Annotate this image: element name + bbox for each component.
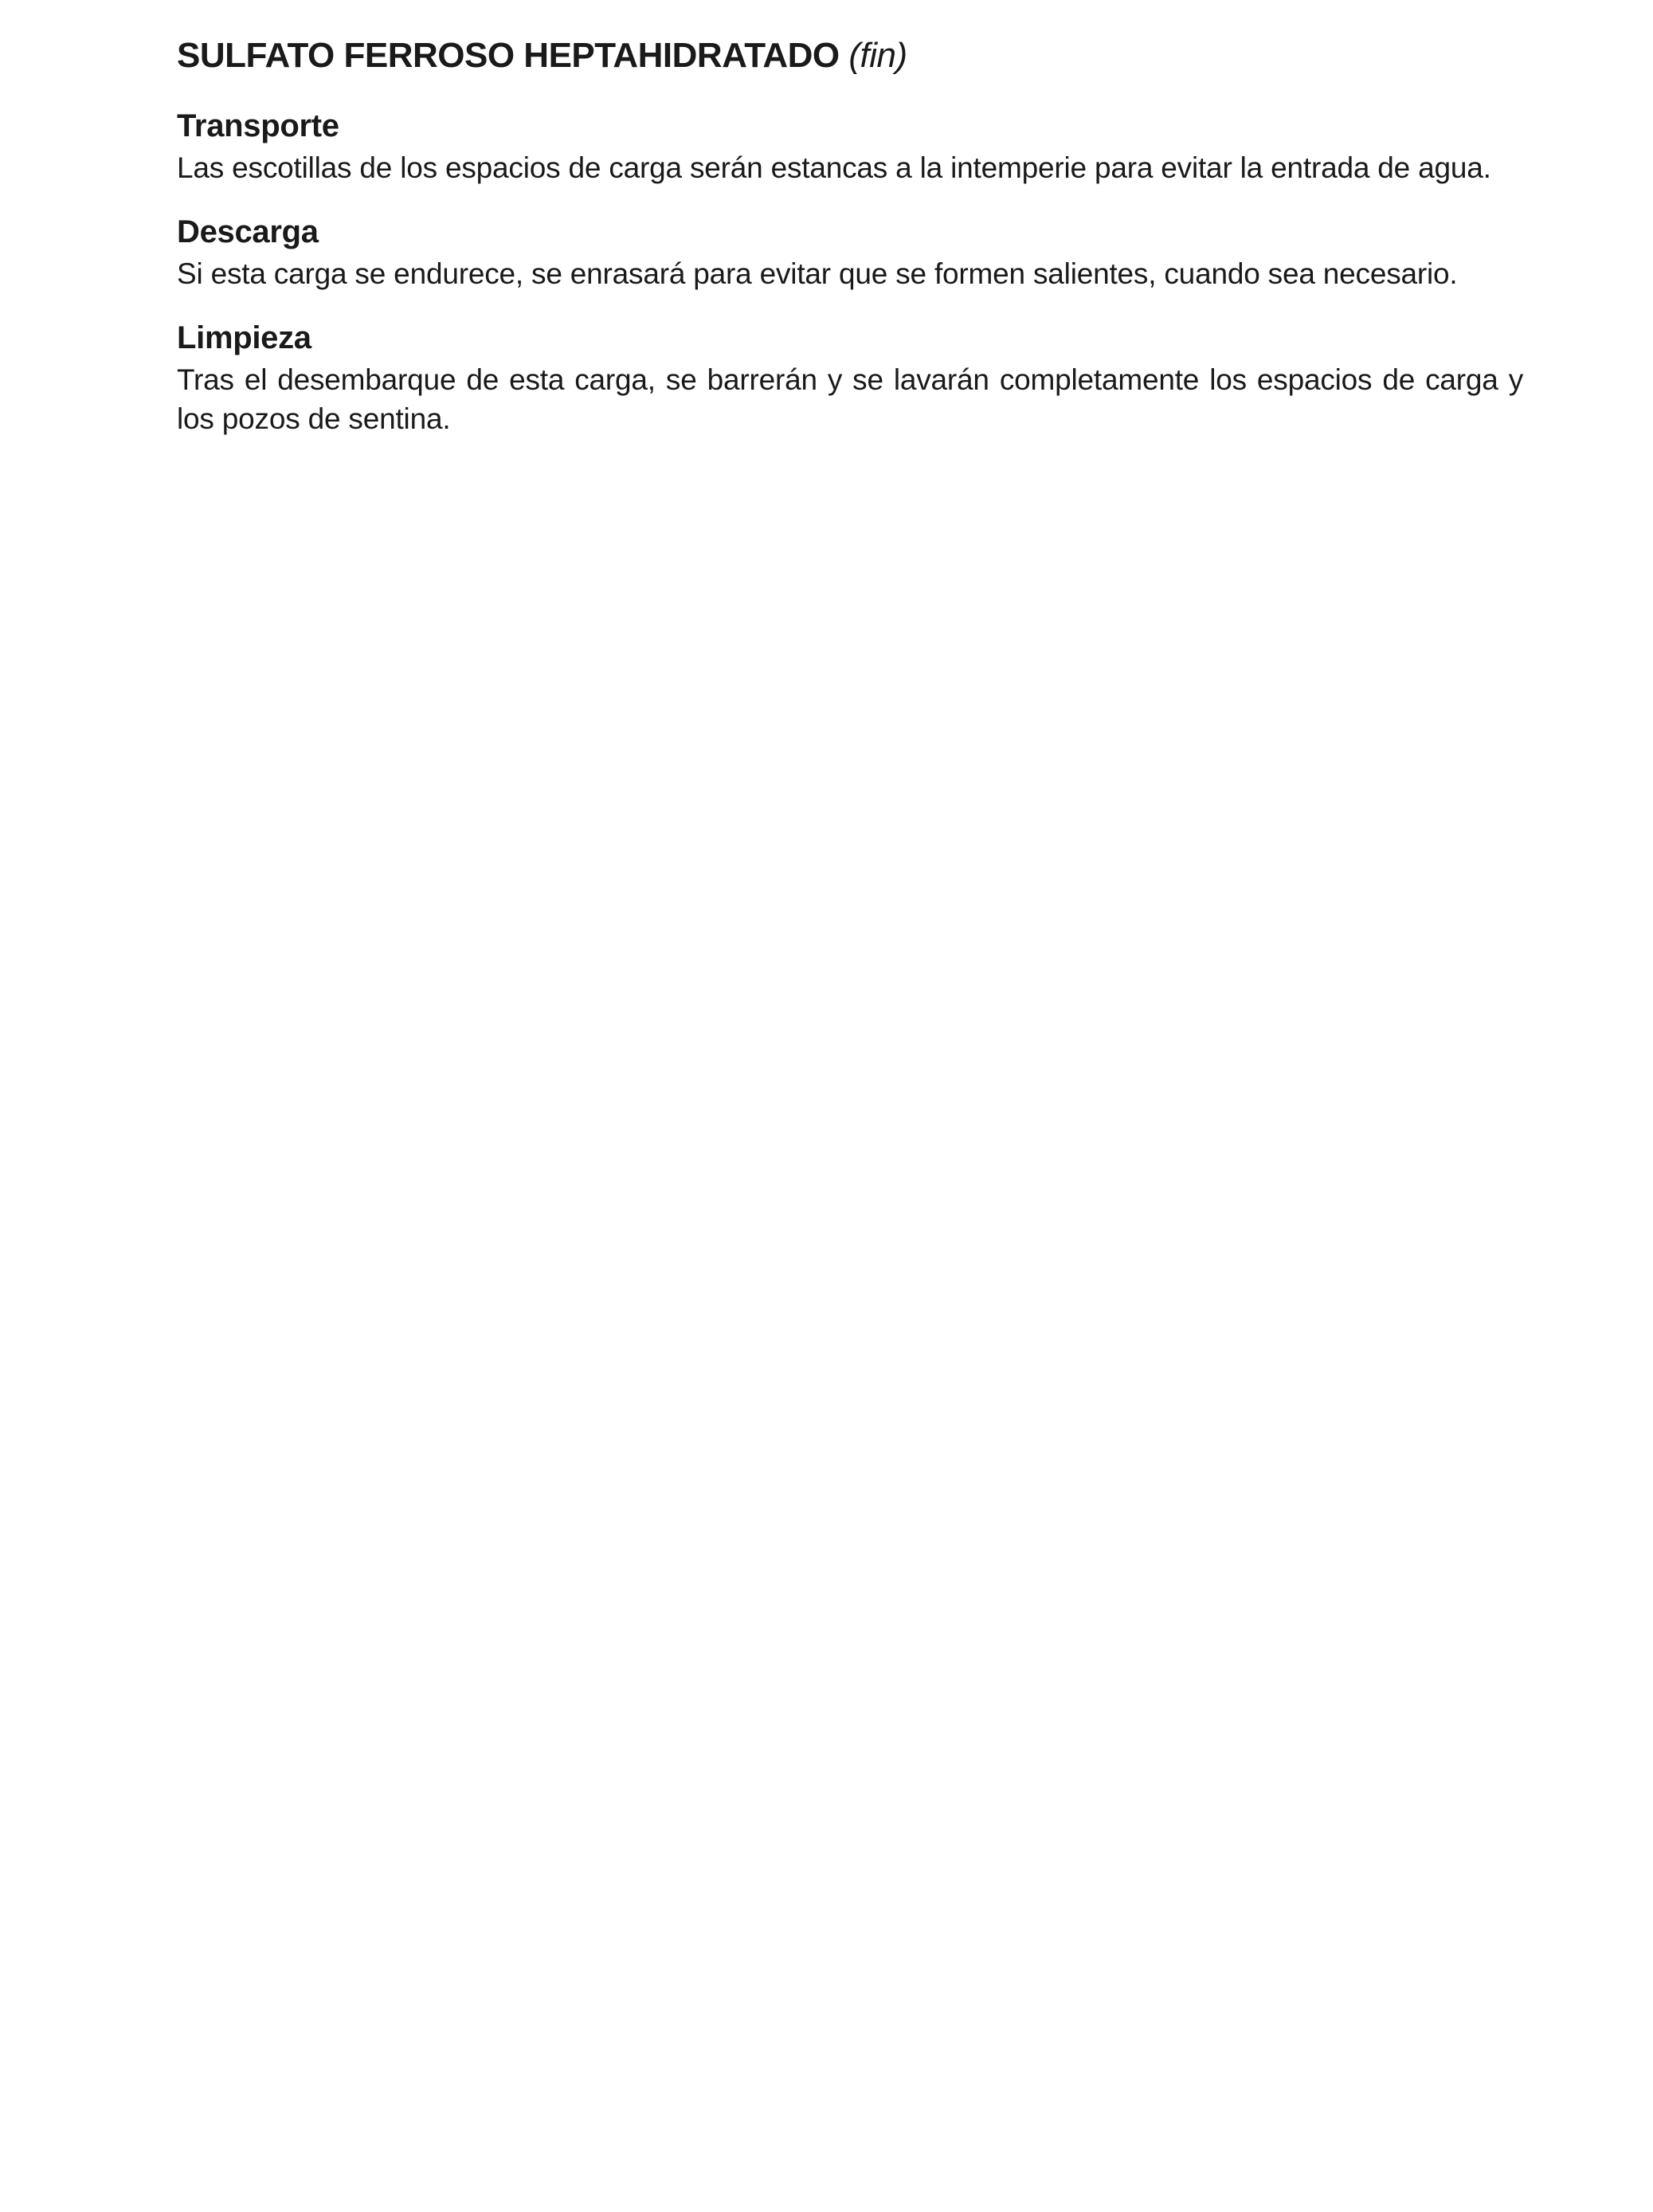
page-title-text: SULFATO FERROSO HEPTAHIDRATADO <box>177 36 840 75</box>
section-body: Las escotillas de los espacios de carga serán estancas a la intemperie para evitar la entrada de agua. <box>177 151 1491 184</box>
page-title <box>177 30 1523 81</box>
document-page <box>177 30 1523 438</box>
section-body: Si esta carga se endurece, se enrasará para evitar que se formen salientes, cuando sea necesario. <box>177 257 1458 290</box>
section-body: Tras el desembarque de esta carga, se barrerán y se lavarán completamente los espacios de carga y los pozos de sentina. <box>177 363 1523 435</box>
section-heading: Descarga <box>177 214 319 249</box>
section-limpieza <box>177 317 1523 438</box>
section-descarga <box>177 211 1523 293</box>
page-title-suffix: (fin) <box>848 36 907 75</box>
section-heading: Transporte <box>177 108 339 143</box>
section-heading: Limpieza <box>177 320 311 355</box>
section-transporte <box>177 105 1523 187</box>
